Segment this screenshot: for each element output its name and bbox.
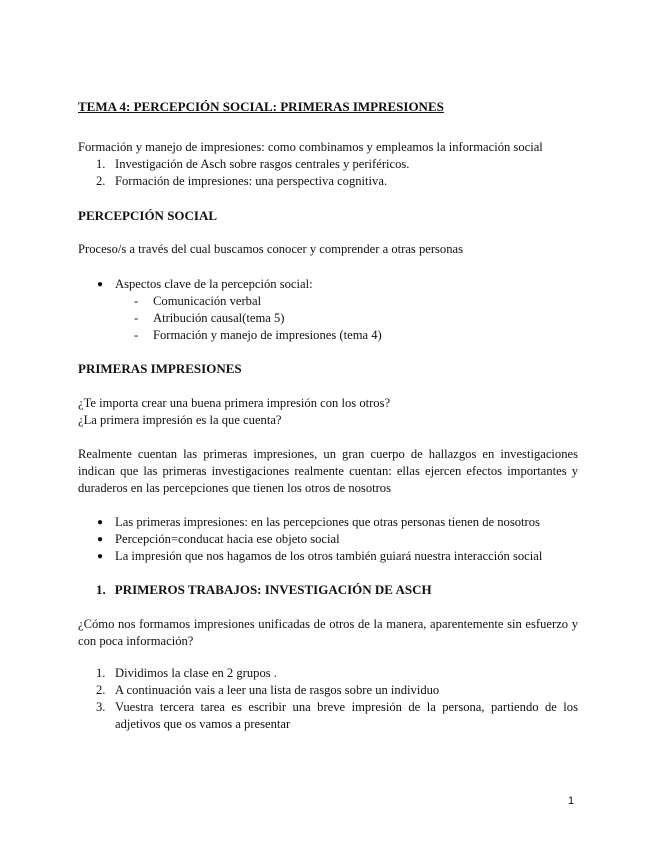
page-number: 1 — [568, 795, 575, 807]
list-item: ● Las primeras impresiones: en las percepciones que otras personas tienen de nosotros — [97, 515, 540, 529]
bullet-icon: ● — [97, 279, 104, 290]
list-item: ● La impresión que nos hagamos de los otros también guiará nuestra interacción social — [97, 549, 543, 563]
definition-text: Proceso/s a través del cual buscamos conocer y comprender a otras personas — [78, 242, 464, 256]
list-item: 2. Formación de impresiones: una perspectiva cognitiva. — [96, 174, 388, 188]
question-paragraph: ¿Cómo nos formamos impresiones unificadas de otros de la manera, aparentemente sin esfuerzo y con poca información? — [78, 617, 578, 648]
list-item: ● Aspectos clave de la percepción social: — [97, 277, 313, 291]
bullet-icon: ● — [97, 551, 104, 562]
section-heading-asch: 1. PRIMEROS TRABAJOS: INVESTIGACIÓN DE ASCH — [96, 582, 432, 597]
bullet-icon: ● — [97, 517, 104, 528]
list-item: 1. Dividimos la clase en 2 grupos . — [96, 666, 277, 680]
list-item: 2. A continuación vais a leer una lista de rasgos sobre un individuo — [96, 683, 440, 697]
list-item: - Formación y manejo de impresiones (tema 4) — [134, 328, 382, 342]
section-heading-primeras: PRIMERAS IMPRESIONES — [78, 361, 242, 376]
body-paragraph: Realmente cuentan las primeras impresiones, un gran cuerpo de hallazgos en investigaciones indican que las primeras investigaciones realmente cuentan: ellas ejercen efectos importantes y duraderos en las percepciones que tienen los otros de nosotros — [78, 447, 578, 495]
question-text: ¿Te importa crear una buena primera impresión con los otros? — [78, 396, 391, 410]
question-text: ¿La primera impresión es la que cuenta? — [78, 413, 282, 427]
page-title: TEMA 4: PERCEPCIÓN SOCIAL: PRIMERAS IMPRESIONES — [78, 99, 444, 114]
intro-list — [78, 156, 578, 190]
first-impressions-list — [78, 514, 578, 565]
key-aspects-list — [78, 276, 578, 344]
list-item: - Comunicación verbal — [134, 294, 262, 308]
intro-text: Formación y manejo de impresiones: como combinamos y empleamos la información social — [78, 140, 543, 154]
list-item: - Atribución causal(tema 5) — [134, 311, 285, 325]
section-heading-percepcion: PERCEPCIÓN SOCIAL — [78, 208, 218, 223]
list-item: 1. Investigación de Asch sobre rasgos centrales y periféricos. — [96, 157, 410, 171]
list-item: ● Percepción=conducat hacia ese objeto social — [97, 532, 340, 546]
list-item: 3. Vuestra tercera tarea es escribir una breve impresión de la persona, partiendo de los adjetivos que os vamos a presentar — [96, 700, 578, 731]
bullet-icon: ● — [97, 534, 104, 545]
steps-list — [78, 665, 578, 733]
